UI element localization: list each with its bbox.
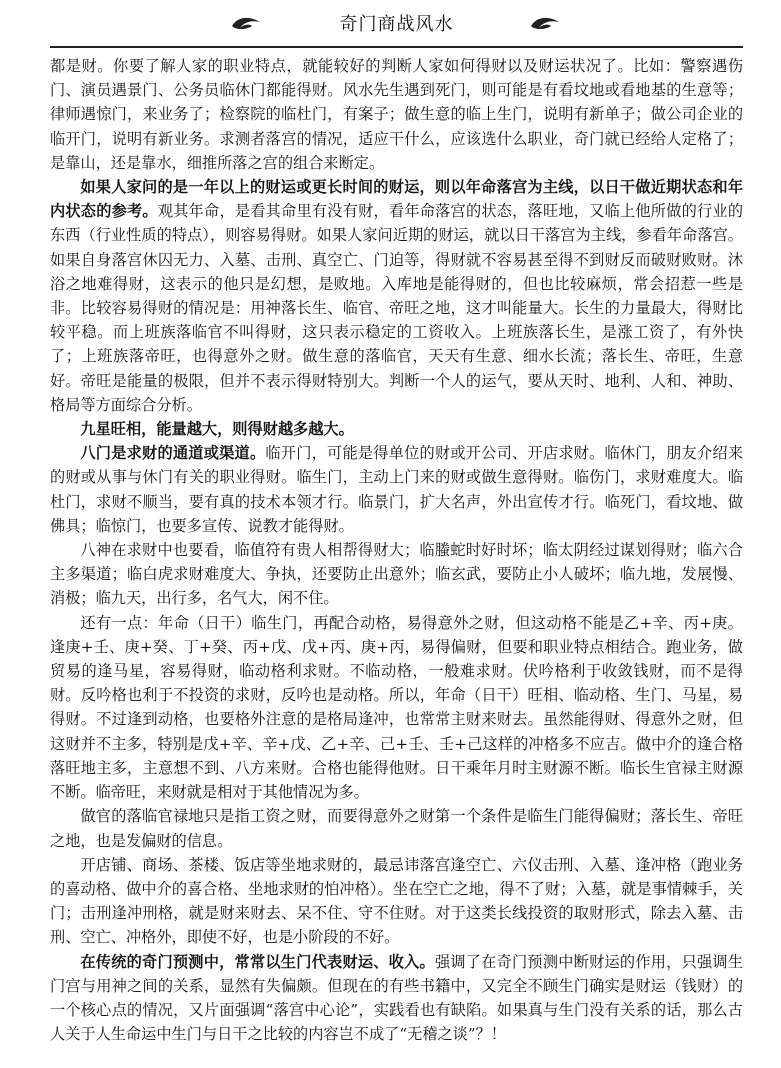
paragraph-text: 开店铺、商场、茶楼、饭店等坐地求财的，最忌讳落宫逢空亡、六仪击刑、入墓、逢冲格（跑业务的喜动格、做中介的喜合格、坐地求财的怕冲格）。坐在空亡之地，得不了财；入墓，就是事情棘手，关门；击刑逢冲刑格，就是财来财去、呆不住、守不住财。对于这类长线投资的取财形式，除去入墓、击刑、空亡、冲格外，即使不好，也是小阶段的不好。 — [50, 855, 743, 947]
paragraph-lead: 九星旺相，能量越大，则得财越多越大。 — [80, 420, 354, 439]
paragraph — [50, 538, 743, 611]
paragraph-text: 还有一点：年命（日干）临生门，再配合动格，易得意外之财，但这动格不能是乙+辛、丙+庚。逢庚+壬、庚+癸、丁+癸、丙+戊、戊+丙、庚+丙，易得偏财，但要和职业特点相结合。跑业务，做贸易的逢马星，容易得财，临动格利求财。不临动格，一般难求财。伏吟格利于收敛钱财，而不是得财。反吟格也利于不投资的求财，反吟也是动格。所以，年命（日干）旺相、临动格、生门、马星，易得财。不过逢到动格，也要格外注意的是格局逢冲，也常常主财来财去。虽然能得财、得意外之财，但这财并不主多，特别是戊+辛、辛+戊、乙+辛、己+壬、壬+己这样的冲格多不应吉。做中介的逢合格落旺地主多，主意想不到、八方来财。合格也能得他财。日干乘年月时主财源不断。临长生官禄主财源不断。临帝旺，来财就是相对于其他情况为多。 — [50, 613, 743, 802]
paragraph-lead: 八门是求财的通道或渠道。 — [80, 444, 266, 463]
paragraph — [50, 441, 743, 538]
paragraph — [50, 611, 743, 805]
paragraph — [50, 175, 743, 417]
paragraph — [50, 950, 743, 1047]
paragraph-text: 观其年命，是看其命里有没有财，看年命落宫的状态，落旺地，又临上他所做的行业的东西（行业性质的特点），则容易得财。如果人家问近期的财运，就以日干落宫为主线，参看年命落宫。如果自身落宫休囚无力、入墓、击刑、真空亡、门迫等，得财就不容易甚至得不到财反而破财败财。沐浴之地难得财，这表示的他只是幻想，是败地。入库地是能得财的，但也比较麻烦，常会招惹一些是非。比较容易得财的情况是：用神落长生、临官、帝旺之地，这才叫能量大。长生的力量最大，得财比较平稳。而上班族落临官不叫得财，这只表示稳定的工资收入。上班族落长生，是涨工资了，有外快了；上班族落帝旺，也得意外之财。做生意的落临官，天天有生意、细水长流；落长生、帝旺，生意好。帝旺是能量的极限，但并不表示得财特别大。判断一个人的运气，要从天时、地利、人和、神助、格局等方面综合分析。 — [50, 202, 744, 414]
paragraph — [50, 853, 743, 950]
paragraph — [50, 804, 743, 852]
paragraph — [50, 417, 743, 441]
paragraph — [50, 54, 743, 175]
swirl-ornament-icon — [529, 14, 563, 32]
paragraph-text: 八神在求财中也要看，临值符有贵人相帮得财大；临螣蛇时好时坏；临太阴经过谋划得财；临六合主多渠道；临白虎求财难度大、争执，还要防止出意外；临玄武，要防止小人破坏；临九地，发展慢、消极；临九天，出行多，名气大，闲不住。 — [50, 541, 743, 608]
paragraph-text: 强调了在奇门预测中断财运的作用，只强调生门宫与用神之间的关系，显然有失偏颇。但现在的有些书籍中，又完全不顾生门确实是财运（钱财）的一个核心点的情况，又片面强调“落宫中心论”，实践看也有缺陷。如果真与生门没有关系的话，那么古人关于人生命运中生门与日干之比较的内容岂不成了“无稽之谈”？！ — [50, 952, 744, 1044]
paragraph-lead: 如果人家问的是一年以上的财运或更长时间的财运，则以年命落宫为主线，以日干做近期状态和年内状态的参考。 — [50, 178, 743, 221]
paragraph-text: 临开门，可能是得单位的财或开公司、开店求财。临休门，朋友介绍来的财或从事与休门有关的职业得财。临生门，主动上门来的财或做生意得财。临伤门，求财难度大。临杜门，求财不顺当，要有真的技术本领才行。临景门，扩大名声，外出宣传才行。临死门，看坟地、做佛具；临惊门，也要多宣传、说教才能得财。 — [50, 444, 744, 535]
page-header — [50, 0, 743, 48]
body-text — [50, 48, 743, 1046]
paragraph-lead: 在传统的奇门预测中，常常以生门代表财运、收入。 — [80, 952, 435, 971]
header-title: 奇门商战风水 — [339, 14, 454, 35]
paragraph-text: 都是财。你要了解人家的职业特点，就能较好的判断人家如何得财以及财运状况了。比如：警察遇伤门、演员遇景门、公务员临休门都能得财。风水先生遇到死门，则可能是有看坟地或看地基的生意等；律师遇惊门，来业务了；检察院的临杜门，有案子；做生意的临上生门，说明有新单子；做公司企业的临开门，说明有新业务。求测者落宫的情况，适应干什么，应该选什么职业，奇门就已经给人定格了；是靠山，还是靠水，细推所落之宫的组合来断定。 — [50, 57, 743, 172]
paragraph-text: 做官的落临官禄地只是指工资之财，而要得意外之财第一个条件是临生门能得偏财；落长生、帝旺之地，也是发偏财的信息。 — [50, 807, 743, 850]
swirl-ornament-icon — [230, 14, 264, 32]
